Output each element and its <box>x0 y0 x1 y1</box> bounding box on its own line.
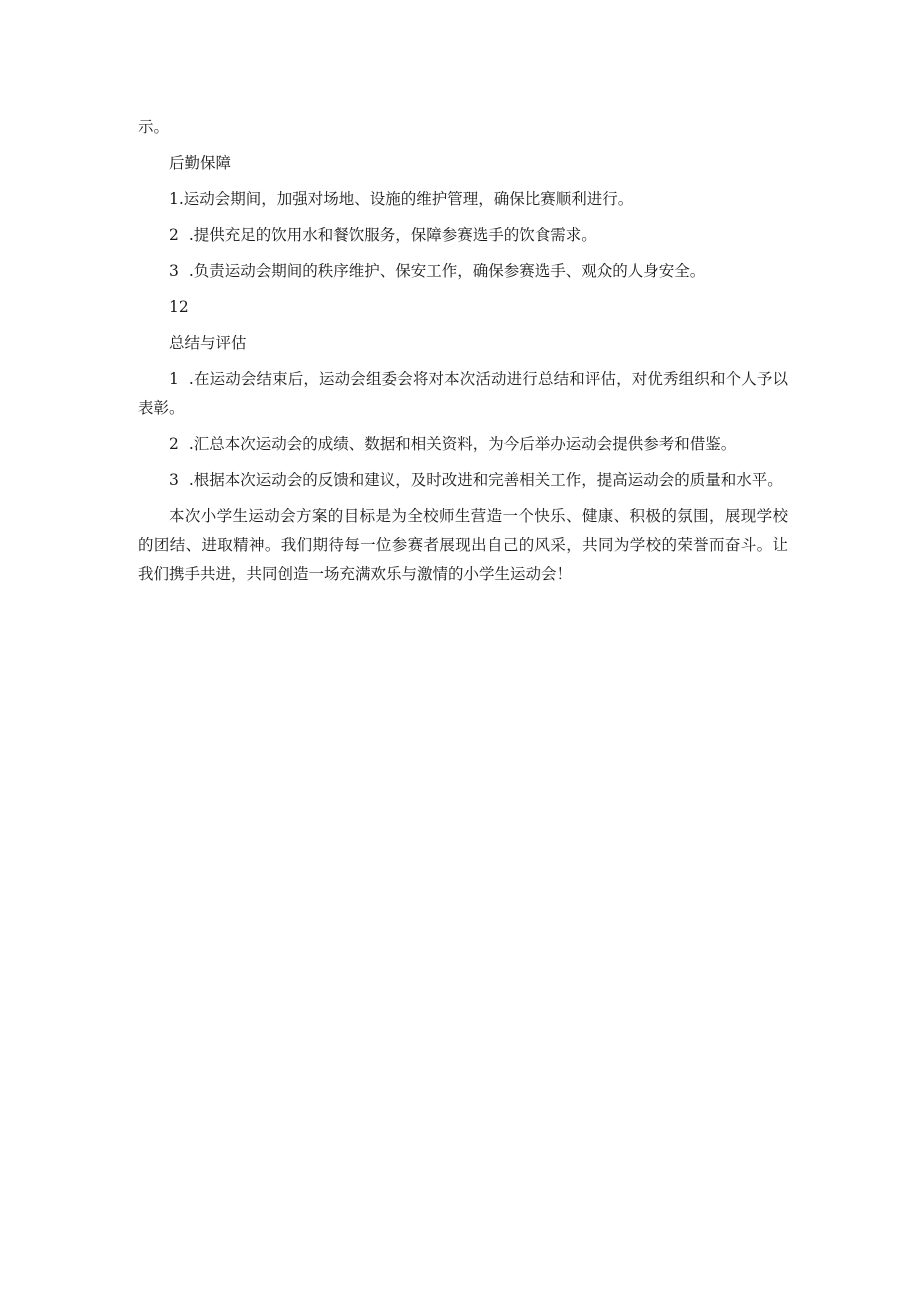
item-number: 2 <box>169 226 179 244</box>
summary-item-2 <box>138 430 788 459</box>
logistics-item-1: 1.运动会期间，加强对场地、设施的维护管理，确保比赛顺利进行。 <box>169 190 634 208</box>
section-number: 12 <box>169 298 189 316</box>
item-text: .根据本次运动会的反馈和建议，及时改进和完善相关工作，提高运动会的质量和水平。 <box>188 471 783 489</box>
heading-summary: 总结与评估 <box>169 334 247 352</box>
summary-item-1 <box>138 365 788 423</box>
heading-logistics: 后勤保障 <box>169 154 232 172</box>
closing-paragraph: 本次小学生运动会方案的目标是为全校师生营造一个快乐、健康、积极的氛围，展现学校的团结、进取精神。我们期待每一位参赛者展现出自己的风采，共同为学校的荣誉而奋斗。让我们携手共进，共同创造一场充满欢乐与激情的小学生运动会！ <box>138 507 788 583</box>
item-number: 1 <box>169 370 179 388</box>
item-text: .在运动会结束后，运动会组委会将对本次活动进行总结和评估，对优秀组织和个人予以表彰。 <box>138 370 788 417</box>
item-number: 3 <box>169 471 179 489</box>
item-number: 3 <box>169 262 179 280</box>
item-text: .提供充足的饮用水和餐饮服务，保障参赛选手的饮食需求。 <box>188 226 597 244</box>
logistics-item-2 <box>138 221 788 250</box>
document-page <box>138 113 788 596</box>
paragraph-continuation: 示。 <box>138 118 170 136</box>
logistics-item-3 <box>138 257 788 286</box>
summary-item-3 <box>138 466 788 495</box>
item-text: .汇总本次运动会的成绩、数据和相关资料，为今后举办运动会提供参考和借鉴。 <box>188 435 737 453</box>
item-number: 2 <box>169 435 179 453</box>
item-text: .负责运动会期间的秩序维护、保安工作，确保参赛选手、观众的人身安全。 <box>188 262 706 280</box>
